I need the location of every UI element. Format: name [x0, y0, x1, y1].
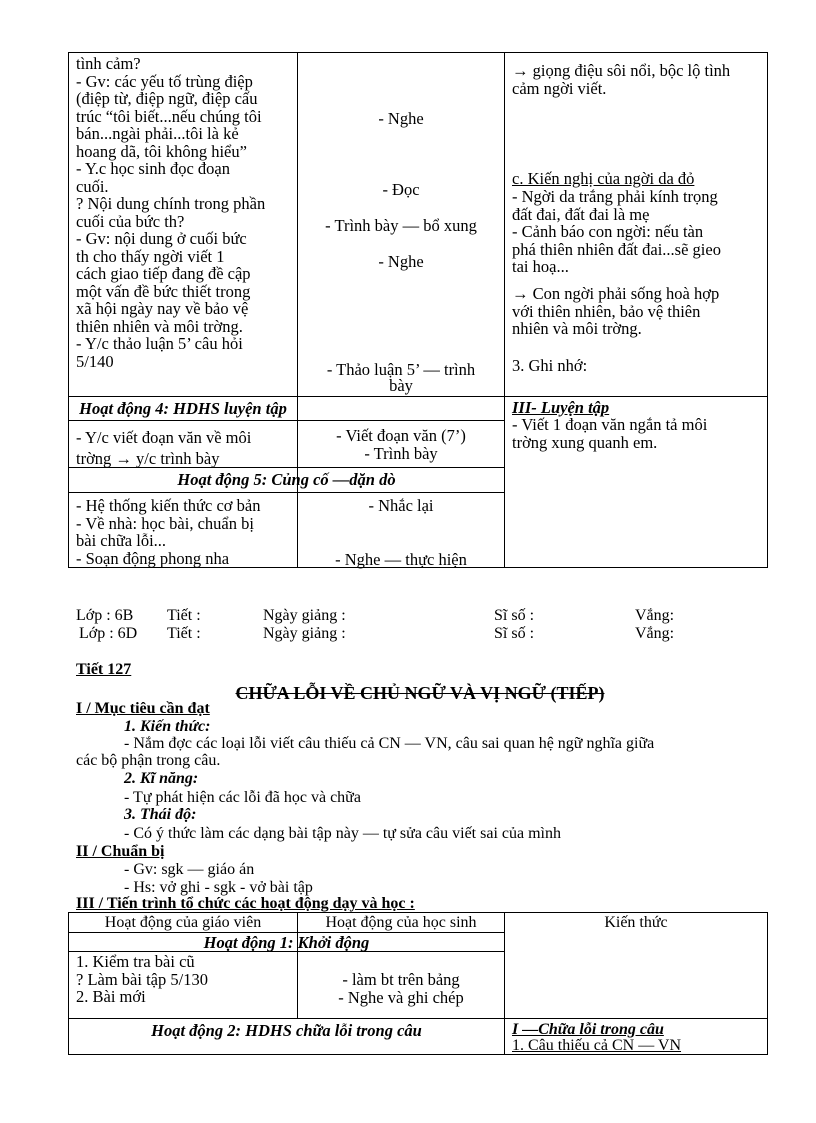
hd4-col1: - Y/c viết đoạn văn về môi trờng → y/c trình bày	[76, 428, 252, 468]
class-info-vang: Vắng:	[635, 625, 675, 642]
class-info-vang: Vắng:	[635, 607, 675, 624]
chuan-bi-heading: II / Chuẩn bị	[76, 843, 165, 860]
class-info-siso: Sĩ số :	[494, 625, 535, 642]
hd5-col1: - Hệ thống kiến thức cơ bản - Về nhà: học bài, chuẩn bị bài chữa lỗi... - Soạn động phong nha	[76, 496, 261, 568]
table1-col2-thaoluan: - Thảo luận 5’ — trình bày	[326, 360, 476, 395]
table1-col2-doc: - Đọc	[382, 180, 420, 199]
class-info-tiet: Tiết :	[167, 625, 201, 642]
class-info-ngay: Ngày giảng :	[263, 625, 346, 642]
class-info-row: Lớp : 6B	[76, 607, 134, 624]
table1-col3-ghinho: 3. Ghi nhớ:	[512, 356, 588, 375]
hd5-col2-b: - Nghe — thực hiện	[335, 550, 467, 569]
table1-col3-heading: c. Kiến nghị của ngời da đỏ	[512, 169, 695, 188]
class-info-ngay: Ngày giảng :	[263, 607, 346, 624]
kien-thuc-text-2: các bộ phận trong câu.	[76, 752, 221, 769]
hd1-col2: - làm bt trên bảng - Nghe và ghi chép	[338, 970, 464, 1007]
chuan-bi-gv: - Gv: sgk — giáo án	[124, 861, 255, 878]
tien-trinh-heading: III / Tiến trình tổ chức các hoạt động dạy và học :	[76, 895, 415, 912]
table1-col3-p4: → Con ngời phải sống hoà hợp với thiên nhiên, bảo vệ thiên nhiên và môi trờng.	[512, 284, 720, 338]
table1-col3: → giọng điệu sôi nổi, bộc lộ tình cảm ngời viết.	[512, 61, 731, 98]
luyentap-text: - Viết 1 đoạn văn ngắn tả môi trờng xung quanh em.	[512, 415, 708, 452]
luyentap-title: III- Luyện tập	[512, 398, 610, 417]
table2-header-student: Hoạt động của học sinh	[325, 914, 477, 931]
hd2-col3-title: I —Chữa lỗi trong câu	[512, 1021, 664, 1038]
thai-do-text: - Có ý thức làm các dạng bài tập này — tự sửa câu viết sai của mình	[124, 825, 561, 842]
chuan-bi-hs: - Hs: vở ghi - sgk - vở bài tập	[124, 879, 313, 896]
ki-nang-text: - Tự phát hiện các lỗi đã học và chữa	[124, 789, 361, 806]
table1-col2-nghe-2: - Nghe	[378, 252, 424, 271]
hd5-heading: Hoạt động 5: Củng cố —dặn dò	[177, 470, 396, 489]
table2-header-teacher: Hoạt động của giáo viên	[104, 914, 262, 931]
table1-col1: tình cảm? - Gv: các yếu tố trùng điệp (điệp từ, điệp ngữ, điệp cấu trúc “tôi biết...nếu chúng tôi bán...ngài phải...tôi là kẻ hoang dã, tôi không hiểu” - Y.c học sinh đọc đoạn cuối. ? Nội dung chính trong phần cuối của bức th? - Gv: nội dung ở cuối bức th cho thấy ngời viết 1 cách giao tiếp đang đề cập một vấn đề bức thiết trong xã hội ngày nay về bảo vệ thiên nhiên và môi trờng. - Y/c thảo luận 5’ câu hỏi 5/140	[76, 54, 266, 371]
hd1-col1: 1. Kiểm tra bài cũ ? Làm bài tập 5/130 2. Bài mới	[76, 952, 208, 1006]
class-info-tiet: Tiết :	[167, 607, 201, 624]
muc-tieu-heading: I / Mục tiêu cần đạt	[76, 700, 210, 717]
lesson-title: CHỮA LỖI VỀ CHỦ NGỮ VÀ VỊ NGỮ (TIẾP)	[235, 683, 605, 703]
table2-header-knowledge: Kiến thức	[604, 914, 668, 931]
hd2-col3-sub: 1. Câu thiếu cả CN — VN	[512, 1037, 682, 1054]
table1-col2-nghe: - Nghe	[378, 109, 424, 128]
hd1-heading: Hoạt động 1: Khởi động	[203, 933, 370, 952]
hd4-heading: Hoạt động 4: HDHS luyện tập	[79, 399, 287, 418]
class-info-siso: Sĩ số :	[494, 607, 535, 624]
table1-col2-trinhbay: - Trình bày — bổ xung	[325, 216, 477, 235]
thai-do-heading: 3. Thái độ:	[124, 806, 197, 823]
table1-col3-p2: - Ngời da trắng phải kính trọng đất đai, đất đai là mẹ - Cảnh báo con ngời: nếu tàn phá thiên nhiên đất đai...sẽ gieo tai hoạ...	[512, 187, 721, 276]
kien-thuc-text-1: - Nắm đợc các loại lỗi viết câu thiếu cả CN — VN, câu sai quan hệ ngữ nghĩa giữa	[124, 735, 655, 752]
hd5-col2-a: - Nhắc lại	[368, 496, 434, 515]
kien-thuc-heading: 1. Kiến thức:	[124, 718, 211, 735]
hd2-heading: Hoạt động 2: HDHS chữa lỗi trong câu	[151, 1021, 422, 1040]
hd4-col2: - Viết đoạn văn (7’) - Trình bày	[336, 426, 466, 463]
ki-nang-heading: 2. Kĩ năng:	[124, 770, 199, 787]
lesson-number: Tiết 127	[76, 661, 132, 678]
class-info-row: Lớp : 6D	[79, 625, 138, 642]
